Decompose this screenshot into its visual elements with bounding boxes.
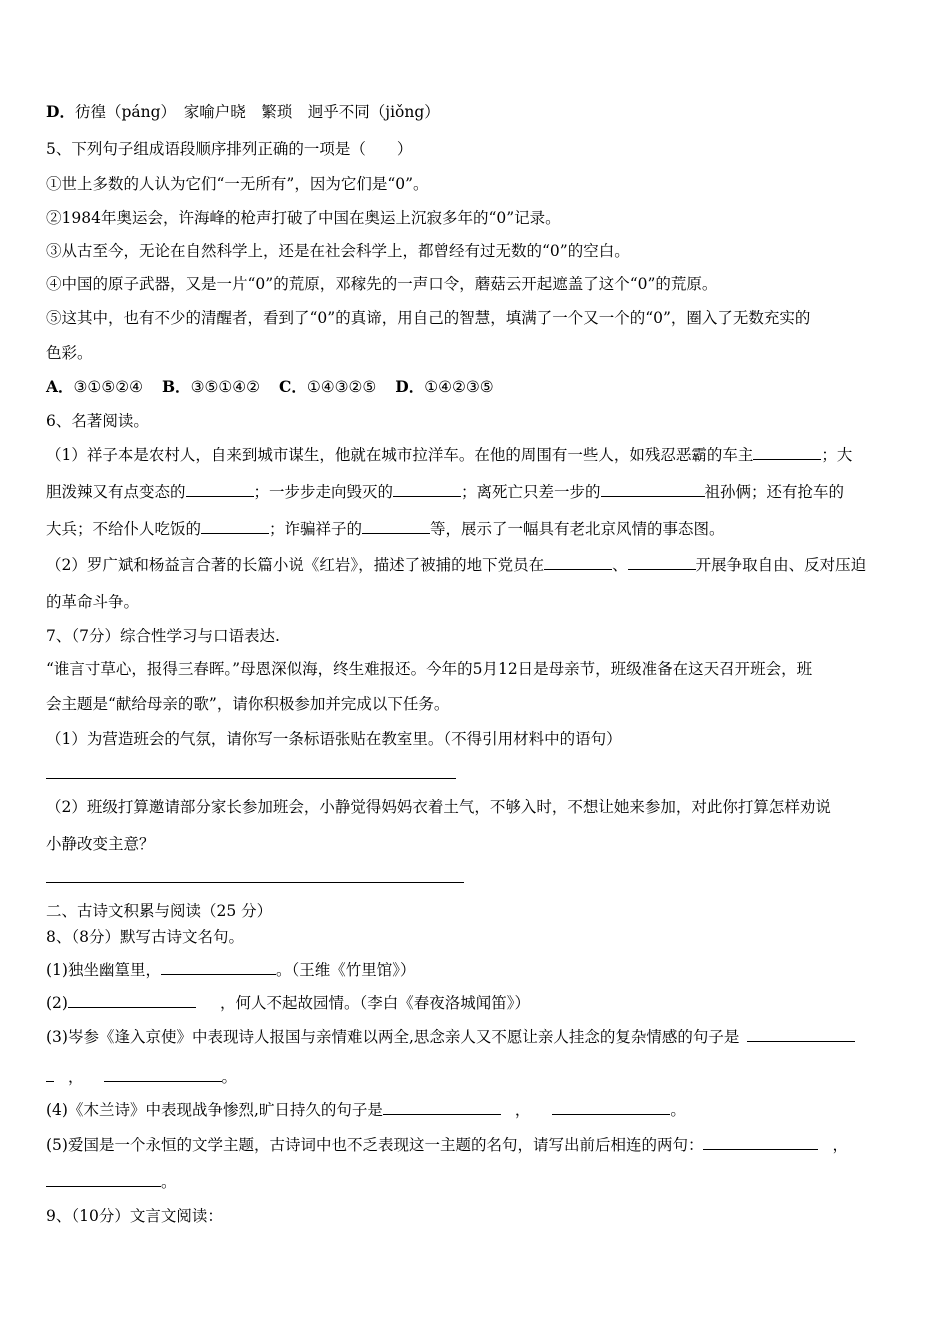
text: (5)爱国是一个永恒的文学主题，古诗词中也不乏表现这一主题的名句，请写出前后相连的两句： (46, 1136, 704, 1154)
q7-task1: （1）为营造班会的气氛，请你写一条标语张贴在教室里。（不得引用材料中的语句） (46, 730, 622, 748)
q7-task2-line2: 小静改变主意？ (46, 835, 155, 853)
q7-task2-line1: （2）班级打算邀请部分家长参加班会，小静觉得妈妈衣着土气，不够入时，不想让她来参加，对此你打算怎样劝说 (46, 798, 831, 816)
blank[interactable] (601, 482, 705, 497)
q5-sentence-1: ①世上多数的人认为它们“一无所有”，因为它们是“0”。 (46, 175, 429, 193)
blank[interactable] (46, 1067, 54, 1082)
text: ；诈骗祥子的 (269, 520, 363, 538)
option-label: D． (46, 102, 75, 121)
q7-task2-answer-line[interactable] (46, 882, 464, 883)
option-a-label: A． (46, 377, 74, 396)
blank[interactable] (186, 482, 254, 497)
text: ，何人不起故园情。（李白《春夜洛城闻笛》） (219, 994, 530, 1012)
option-d-label: D． (395, 377, 425, 396)
blank[interactable] (703, 1135, 818, 1150)
q6-part1-line1 (46, 445, 910, 465)
q8-item3-line2 (46, 1067, 910, 1087)
q5-sentence-3: ③从古至今，无论在自然科学上，还是在社会科学上，都曾经有过无数的“0”的空白。 (46, 242, 630, 260)
blank[interactable] (362, 519, 430, 534)
text: ；离死亡只差一步的 (461, 483, 601, 501)
text: ， (514, 1101, 531, 1119)
blank[interactable] (747, 1027, 855, 1042)
blank[interactable] (161, 960, 276, 975)
text: (3)岑参《逢入京使》中表现诗人报国与亲情难以两全,思念亲人又不愿让亲人挂念的复杂情感的句子是 (46, 1028, 740, 1046)
q7-intro-line2: 会主题是“献给母亲的歌”，请你积极参加并完成以下任务。 (46, 695, 450, 713)
q8-item1 (46, 960, 910, 980)
q9-stem: 9、（10分）文言文阅读： (46, 1207, 223, 1225)
blank[interactable] (552, 1100, 670, 1115)
blank[interactable] (628, 555, 696, 570)
text: （2）罗广斌和杨益言合著的长篇小说《红岩》，描述了被捕的地下党员在 (46, 556, 545, 574)
blank[interactable] (46, 1172, 161, 1187)
q5-stem: 5、下列句子组成语段顺序排列正确的一项是（ ） (46, 140, 413, 158)
option-d-text: ①④②③⑤ (424, 378, 494, 396)
text: (1)独坐幽篁里， (46, 961, 161, 979)
text: （1）祥子本是农村人，自来到城市谋生，他就在城市拉洋车。在他的周围有一些人，如残忍恶霸的车主 (46, 446, 754, 464)
text: 祖孙俩；还有抢车的 (704, 483, 845, 501)
option-b-label: B． (161, 377, 191, 396)
blank[interactable] (383, 1100, 501, 1115)
q5-sentence-4: ④中国的原子武器，又是一片“0”的荒原，邓稼先的一声口令，蘑菇云开起遮盖了这个“0”的荒原。 (46, 275, 718, 293)
text: ；大 (821, 446, 853, 464)
q6-stem: 6、名著阅读。 (46, 412, 149, 430)
q7-stem: 7、（7分）综合性学习与口语表达. (46, 627, 280, 645)
blank[interactable] (201, 519, 269, 534)
text: 。 (161, 1173, 177, 1191)
q7-task1-answer-line[interactable] (46, 778, 456, 779)
text: 。 (221, 1068, 238, 1086)
q6-part2-line1 (46, 555, 910, 575)
q8-stem: 8、（8分）默写古诗文名句。 (46, 928, 244, 946)
blank[interactable] (68, 993, 196, 1008)
q8-item5-line1 (46, 1135, 910, 1155)
blank[interactable] (753, 445, 821, 460)
blank[interactable] (393, 482, 461, 497)
text: 等，展示了一幅具有老北京风情的事态图。 (430, 520, 725, 538)
text: 。 (670, 1101, 686, 1119)
blank[interactable] (104, 1067, 222, 1082)
text: 、 (612, 556, 628, 574)
text: ， (832, 1136, 848, 1154)
option-a-text: ③①⑤②④ (73, 378, 144, 396)
text: 。（王维《竹里馆》） (275, 961, 416, 979)
option-c-label: C． (278, 377, 307, 396)
section2-title: 二、古诗文积累与阅读（25 分） (46, 902, 273, 920)
text: (2) (46, 994, 68, 1012)
q6-part2-line2: 的革命斗争。 (46, 593, 140, 611)
text: 胆泼辣又有点变态的 (46, 483, 186, 501)
q6-part1-line2 (46, 482, 910, 502)
option-c-text: ①④③②⑤ (306, 378, 377, 396)
q5-sentence-5-cont: 色彩。 (46, 344, 93, 362)
q8-item3-line1 (46, 1027, 910, 1047)
q5-options (46, 377, 910, 397)
q4-option-d (46, 102, 910, 122)
q8-item5-line2 (46, 1172, 910, 1192)
q8-item4 (46, 1100, 910, 1120)
q6-part1-line3 (46, 519, 910, 539)
text: 开展争取自由、反对压迫 (695, 556, 867, 574)
q5-sentence-2: ②1984年奥运会，许海峰的枪声打破了中国在奥运上沉寂多年的“0”记录。 (46, 209, 561, 227)
option-b-text: ③⑤①④② (190, 378, 261, 396)
q7-intro-line1: “谁言寸草心，报得三春晖。”母恩深似海，终生难报还。今年的5月12日是母亲节，班级准备在这天召开班会，班 (46, 660, 813, 678)
blank[interactable] (544, 555, 612, 570)
text: ， (68, 1068, 84, 1086)
option-text: 彷徨（páng） 家喻户晓 繁琐 迥乎不同（jiǒng） (74, 103, 440, 121)
text: ；一步步走向毁灭的 (253, 483, 394, 501)
text: (4)《木兰诗》中表现战争惨烈,旷日持久的句子是 (46, 1101, 383, 1119)
q8-item2 (46, 993, 910, 1013)
text: 大兵；不给仆人吃饭的 (46, 520, 202, 538)
q5-sentence-5: ⑤这其中，也有不少的清醒者，看到了“0”的真谛，用自己的智慧，填满了一个又一个的“0”，圈入了无数充实的 (46, 309, 811, 327)
